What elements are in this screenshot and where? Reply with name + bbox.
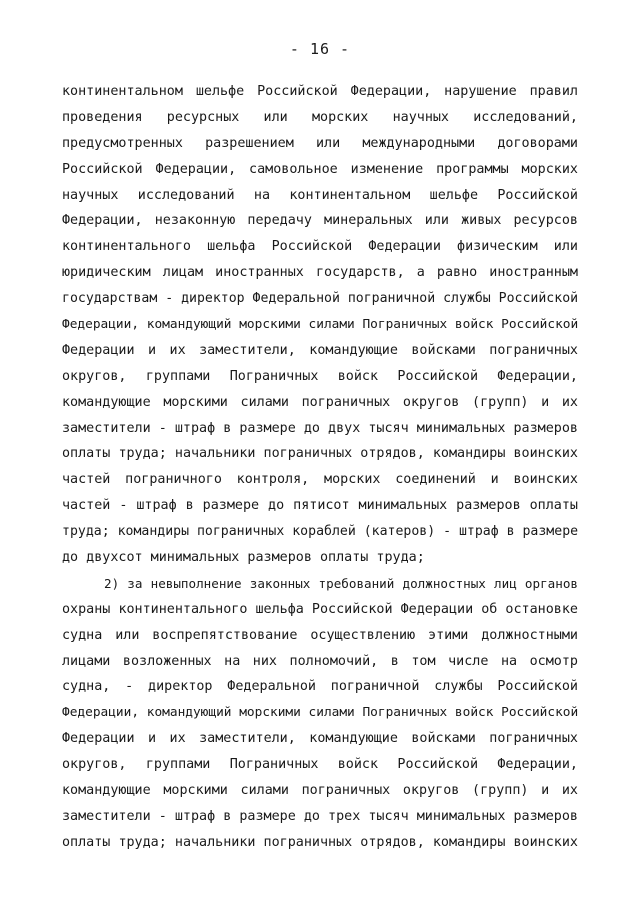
text-line: до двухсот минимальных размеров оплаты труда;: [62, 550, 425, 566]
text-line: округов, группами Пограничных войск Российской Федерации,: [62, 757, 578, 773]
text-line: научных исследований на континентальном шельфе Российской: [62, 187, 578, 203]
text-line: континентального шельфа Российской Федерации физическим или: [62, 239, 578, 255]
text-line: юридическим лицам иностранных государств, а равно иностранным: [62, 265, 578, 281]
text-line: Федерации и их заместители, командующие войсками пограничных: [62, 731, 578, 747]
text-line: командующие морскими силами пограничных округов (групп) и их: [62, 394, 578, 410]
text-line: Федерации, командующий морскими силами Пограничных войск Российской: [62, 705, 578, 721]
paragraph-first-line: 2) за невыполнение законных требований должностных лиц органов: [104, 575, 578, 591]
text-line: частей пограничного контроля, морских соединений и воинских: [62, 472, 578, 488]
text-line: охраны континентального шельфа Российской Федерации об остановке: [62, 601, 578, 617]
text-line: континентальном шельфе Российской Федерации, нарушение правил: [62, 84, 578, 99]
text-line: судна или воспрепятствование осуществлению этими должностными: [62, 627, 578, 643]
text-line: государствам - директор Федеральной пограничной службы Российской: [62, 291, 578, 307]
text-line: труда; командиры пограничных кораблей (катеров) - штраф в размере: [62, 524, 578, 540]
text-line: частей - штраф в размере до пятисот минимальных размеров оплаты: [62, 498, 578, 514]
page-number: - 16 -: [289, 40, 351, 58]
text-line: лицами возложенных на них полномочий, в том числе на осмотр: [62, 653, 578, 669]
document-body: [62, 79, 578, 856]
text-line: Федерации и их заместители, командующие войсками пограничных: [62, 342, 578, 358]
text-line: предусмотренных разрешением или международными договорами: [62, 135, 578, 151]
text-line: оплаты труда; начальники пограничных отрядов, командиры воинских: [62, 834, 578, 850]
text-line: оплаты труда; начальники пограничных отрядов, командиры воинских: [62, 446, 578, 462]
text-line: заместители - штраф в размере до двух тысяч минимальных размеров: [62, 420, 578, 436]
text-line: заместители - штраф в размере до трех тысяч минимальных размеров: [62, 808, 578, 824]
text-line: проведения ресурсных или морских научных исследований,: [62, 109, 578, 125]
text-line: командующие морскими силами пограничных округов (групп) и их: [62, 783, 578, 799]
text-line: Федерации, незаконную передачу минеральных или живых ресурсов: [62, 213, 578, 229]
text-line: округов, группами Пограничных войск Российской Федерации,: [62, 368, 578, 384]
text-line: Федерации, командующий морскими силами Пограничных войск Российской: [62, 317, 578, 333]
text-line: Российской Федерации, самовольное изменение программы морских: [62, 161, 578, 177]
text-line: судна, - директор Федеральной пограничной службы Российской: [62, 679, 578, 695]
